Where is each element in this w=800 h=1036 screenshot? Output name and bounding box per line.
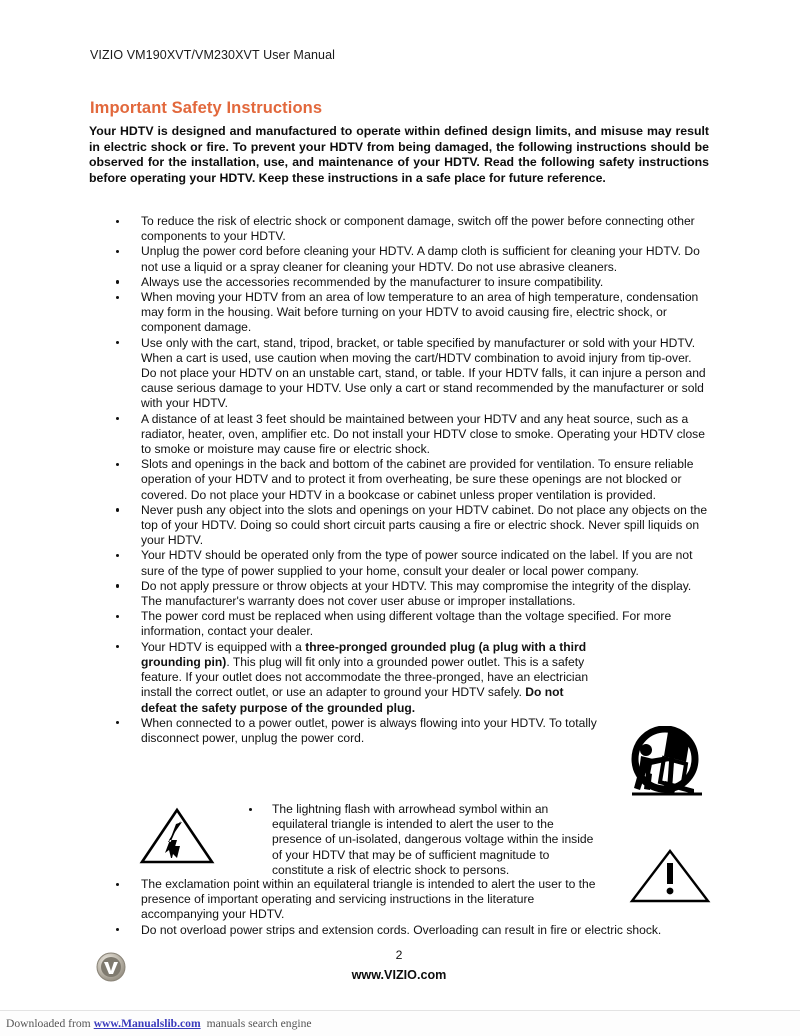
page-number-value: 2 xyxy=(395,948,403,962)
list-item xyxy=(112,290,710,336)
bullet-dot-icon xyxy=(116,463,119,466)
safety-bullet-list-tail xyxy=(112,877,710,938)
list-item xyxy=(112,336,710,412)
bullet-dot-icon xyxy=(116,417,119,420)
list-item xyxy=(112,877,601,923)
bullet-dot-icon xyxy=(116,928,119,931)
bullet-dot-icon xyxy=(116,296,119,299)
bullet-dot-icon xyxy=(116,341,119,344)
list-item xyxy=(112,275,710,290)
list-item xyxy=(112,609,710,639)
list-item xyxy=(112,640,601,716)
bullet-dot-icon xyxy=(116,508,119,511)
safety-bullet-list xyxy=(112,214,710,746)
list-item-text: Your HDTV should be operated only from the type of power source indicated on the label. If you are not sure of the type of power supplied to your home, consult your dealer or local power company. xyxy=(141,548,693,578)
bullet-dot-icon xyxy=(116,250,119,253)
list-item xyxy=(112,923,710,938)
plain-text: Your HDTV is equipped with a xyxy=(141,639,306,654)
document-header: VIZIO VM190XVT/VM230XVT User Manual xyxy=(90,48,336,62)
list-item xyxy=(112,579,710,609)
footer-url-value: www.VIZIO.com xyxy=(351,968,447,982)
bullet-dot-icon xyxy=(116,615,119,618)
bullet-dot-icon xyxy=(116,280,119,283)
page-title: Important Safety Instructions xyxy=(90,99,323,118)
plain-text: . This plug will fit only into a grounded power outlet. This is a safety feature. If your outlet does not accommodate the three-pronged, have an electrician install the correct outlet, or use an adapter to ground your HDTV safely. xyxy=(141,654,589,700)
bullet-dot-icon xyxy=(249,808,252,811)
list-item xyxy=(112,548,710,578)
lightning-symbol-bullet-list xyxy=(246,802,601,878)
emphasis-text: three-pronged grounded plug (a plug with a third grounding pin) xyxy=(141,639,587,669)
bullet-dot-icon xyxy=(116,883,119,886)
list-item-text: A distance of at least 3 feet should be maintained between your HDTV and any heat source, such as a radiator, heater, oven, amplifier etc. Do not install your HDTV close to smoke. Operating your HDTV close to smoke or moisture may cause fire or electric shock. xyxy=(141,411,705,457)
lightning-bolt-triangle-icon xyxy=(138,806,216,866)
list-item-text: The exclamation point within an equilateral triangle is intended to alert the user to the presence of important operating and servicing instructions in the literature accompanying your HDTV. xyxy=(141,877,596,922)
list-item xyxy=(112,244,710,274)
manualslib-link[interactable]: www.Manualslib.com xyxy=(93,1017,201,1030)
list-item xyxy=(112,503,710,549)
list-item-text xyxy=(141,640,601,716)
list-item-text: When moving your HDTV from an area of low temperature to an area of high temperature, condensation may form in the housing. Wait before turning on your HDTV to avoid causing fire, electric shock, or component damage. xyxy=(141,290,699,335)
emphasis-text: Do not defeat the safety purpose of the grounded plug. xyxy=(141,685,564,715)
list-item-text: The power cord must be replaced when using different voltage than the voltage specified. For more information, contact your dealer. xyxy=(141,609,672,639)
list-item-text: Unplug the power cord before cleaning your HDTV. A damp cloth is sufficient for cleaning your HDTV. Do not use a liquid or a spray cleaner for cleaning your HDTV. Do not use abrasive cleaners. xyxy=(141,244,700,274)
list-item-text: Always use the accessories recommended by the manufacturer to insure compatibility. xyxy=(141,274,604,289)
download-suffix: manuals search engine xyxy=(206,1017,312,1030)
list-item-text: To reduce the risk of electric shock or component damage, switch off the power before connecting other components to your HDTV. xyxy=(141,214,695,244)
bullet-dot-icon xyxy=(116,584,119,587)
list-item xyxy=(112,214,710,244)
list-item-text: Use only with the cart, stand, tripod, bracket, or table specified by manufacturer or sold with your HDTV. When a cart is used, use caution when moving the cart/HDTV combination to avoid injury from tip-over. Do not place your HDTV on an unstable cart, stand, or table. If your HDTV falls, it can injure a person and cause serious damage to your HDTV. Use only a cart or stand recommended by the manufacturer or sold with your HDTV. xyxy=(141,335,706,411)
list-item xyxy=(112,412,710,458)
bullet-dot-icon xyxy=(116,554,119,557)
page-number xyxy=(0,948,800,962)
bullet-dot-icon xyxy=(116,220,119,223)
intro-paragraph: Your HDTV is designed and manufactured to operate within defined design limits, and misuse may result in electric shock or fire. To prevent your HDTV from being damaged, the following instructions should be observed for the installation, use, and maintenance of your HDTV. Read the following safety instructions before operating your HDTV. Keep these instructions in a safe place for future reference. xyxy=(89,124,709,185)
list-item-text: Never push any object into the slots and openings on your HDTV cabinet. Do not place any objects on the top of your HDTV. Doing so could short circuit parts causing a fire or electric shock. Never spill liquids on your HDTV. xyxy=(141,502,708,548)
list-item xyxy=(112,457,710,503)
footer-url xyxy=(0,968,800,982)
list-item xyxy=(246,802,601,878)
list-item-text: Do not apply pressure or throw objects at your HDTV. This may compromise the integrity of the display. The manufacturer's warranty does not cover user abuse or improper installations. xyxy=(141,578,692,609)
download-prefix: Downloaded from xyxy=(6,1017,91,1030)
list-item-text: Do not overload power strips and extension cords. Overloading can result in fire or electric shock. xyxy=(141,922,662,937)
bullet-dot-icon xyxy=(116,645,119,648)
list-item-text: Slots and openings in the back and bottom of the cabinet are provided for ventilation. To ensure reliable operation of your HDTV and to protect it from overheating, be sure these openings are not blocked or covered. Do not place your HDTV in a bookcase or cabinet unless proper ventilation is provided. xyxy=(141,457,694,502)
list-item-text: When connected to a power outlet, power is always flowing into your HDTV. To totally disconnect power, unplug the power cord. xyxy=(141,715,597,745)
bullet-dot-icon xyxy=(116,721,119,724)
no-unstable-cart-icon xyxy=(624,726,710,798)
list-item xyxy=(112,716,601,746)
download-source-bar xyxy=(0,1010,800,1036)
list-item-text: The lightning flash with arrowhead symbol within an equilateral triangle is intended to alert the user to the presence of un-isolated, dangerous voltage within the inside of your HDTV that may be of sufficient magnitude to constitute a risk of electric shock to persons. xyxy=(272,802,594,877)
